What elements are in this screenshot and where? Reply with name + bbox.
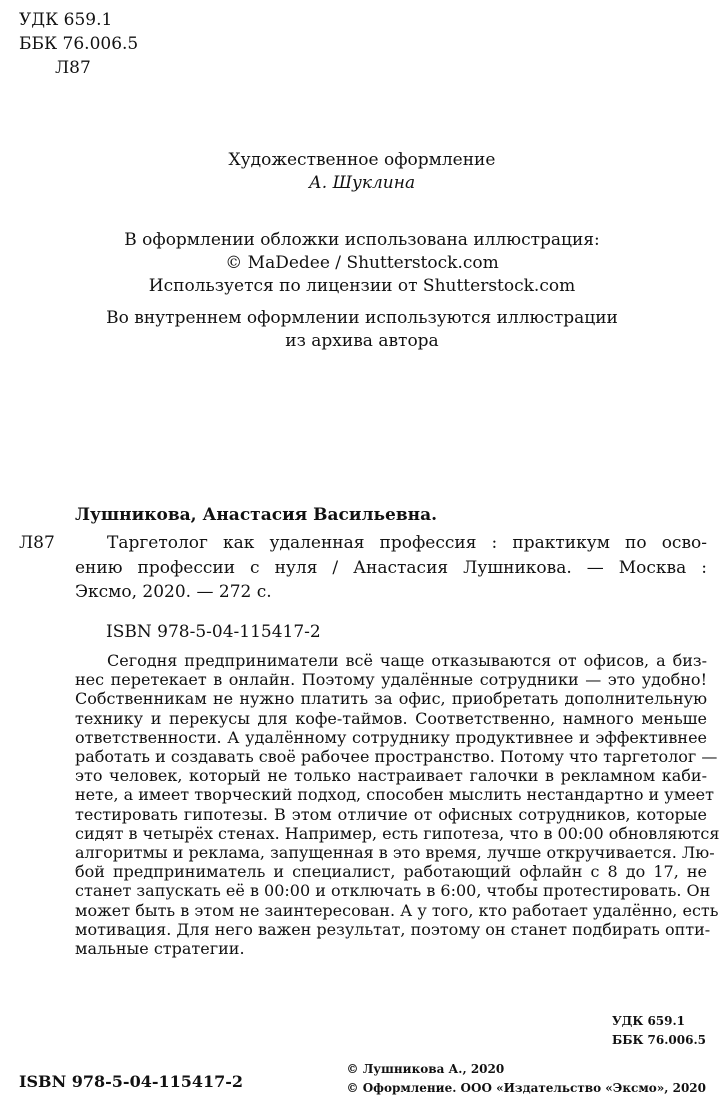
biblio-line: Таргетолог как удаленная профессия : практикум по осво- bbox=[107, 533, 707, 553]
abstract-line: нете, а имеет творческий подход, способен мыслить нестандартно и умеет bbox=[75, 785, 714, 805]
udk-code: УДК 659.1 bbox=[611, 1014, 686, 1028]
classification-top bbox=[19, 8, 138, 80]
author-mark: Л87 bbox=[55, 58, 91, 78]
abstract-line: технику и перекусы для кофе-таймов. Соответственно, намного меньше bbox=[75, 708, 707, 728]
inner-credit-line: из архива автора bbox=[285, 331, 439, 351]
biblio-line: ению профессии с нуля / Анастасия Лушникова. — Москва : bbox=[75, 557, 707, 578]
bbk-code: ББК 76.006.5 bbox=[19, 34, 139, 54]
bibliographic-description bbox=[75, 531, 707, 605]
udk-code: УДК 659.1 bbox=[19, 10, 113, 30]
inner-credit-line: Во внутреннем оформлении используются иллюстрации bbox=[106, 308, 618, 328]
copyright-line: © Лушникова А., 2020 bbox=[346, 1062, 505, 1076]
design-heading: Художественное оформление bbox=[228, 150, 496, 170]
copyright-line: © Оформление. ООО «Издательство «Эксмо», 2020 bbox=[346, 1081, 706, 1095]
author-heading: Лушникова, Анастасия Васильевна. bbox=[75, 505, 438, 525]
cover-credit bbox=[0, 229, 724, 298]
abstract-line: мальные стратегии. bbox=[75, 939, 245, 959]
isbn: ISBN 978-5-04-115417-2 bbox=[106, 622, 321, 642]
abstract-line: работать и создавать своё рабочее пространство. Потому что таргетолог — bbox=[75, 747, 718, 767]
cover-credit-line: Используется по лицензии от Shutterstock.com bbox=[148, 276, 576, 296]
design-credit bbox=[0, 149, 724, 195]
copyright bbox=[347, 1060, 706, 1098]
designer-name: А. Шуклина bbox=[308, 173, 416, 193]
bbk-code: ББК 76.006.5 bbox=[611, 1033, 706, 1047]
cover-credit-line: В оформлении обложки использована иллюстрация: bbox=[124, 230, 600, 250]
abstract-line: тестировать гипотезы. В этом отличие от офисных сотрудников, которые bbox=[75, 804, 707, 824]
abstract-line: станет запускать её в 00:00 и отключать в 6:00, чтобы протестировать. Он bbox=[75, 881, 711, 901]
abstract bbox=[75, 651, 720, 959]
abstract-line: может быть в этом не заинтересован. А у того, кто работает удалённо, есть bbox=[75, 900, 719, 920]
isbn-footer: ISBN 978-5-04-115417-2 bbox=[19, 1072, 244, 1091]
catalog-code: Л87 bbox=[19, 533, 55, 553]
abstract-line: ответственности. А удалённому сотруднику продуктивнее и эффективнее bbox=[75, 727, 707, 747]
inner-credit bbox=[0, 307, 724, 353]
abstract-line: Сегодня предприниматели всё чаще отказываются от офисов, а биз- bbox=[107, 651, 707, 670]
abstract-line: бой предприниматель и специалист, работающий офлайн с 8 до 17, не bbox=[75, 862, 707, 882]
abstract-line: это человек, который не только настраивает галочки в рекламном каби- bbox=[75, 766, 707, 786]
abstract-line: алгоритмы и реклама, запущенная в это время, лучше откручивается. Лю- bbox=[75, 843, 715, 863]
abstract-line: нес перетекает в онлайн. Поэтому удалённые сотрудники — это удобно! bbox=[75, 670, 707, 690]
cover-credit-line: © MaDedee / Shutterstock.com bbox=[225, 253, 499, 273]
classification-bottom bbox=[612, 1012, 706, 1050]
abstract-line: мотивация. Для него важен результат, поэтому он станет подбирать опти- bbox=[75, 919, 711, 939]
biblio-line: Эксмо, 2020. — 272 с. bbox=[75, 582, 272, 602]
abstract-line: сидят в четырёх стенах. Например, есть гипотеза, что в 00:00 обновляются bbox=[75, 823, 720, 843]
abstract-line: Собственникам не нужно платить за офис, приобретать дополнительную bbox=[75, 689, 707, 709]
